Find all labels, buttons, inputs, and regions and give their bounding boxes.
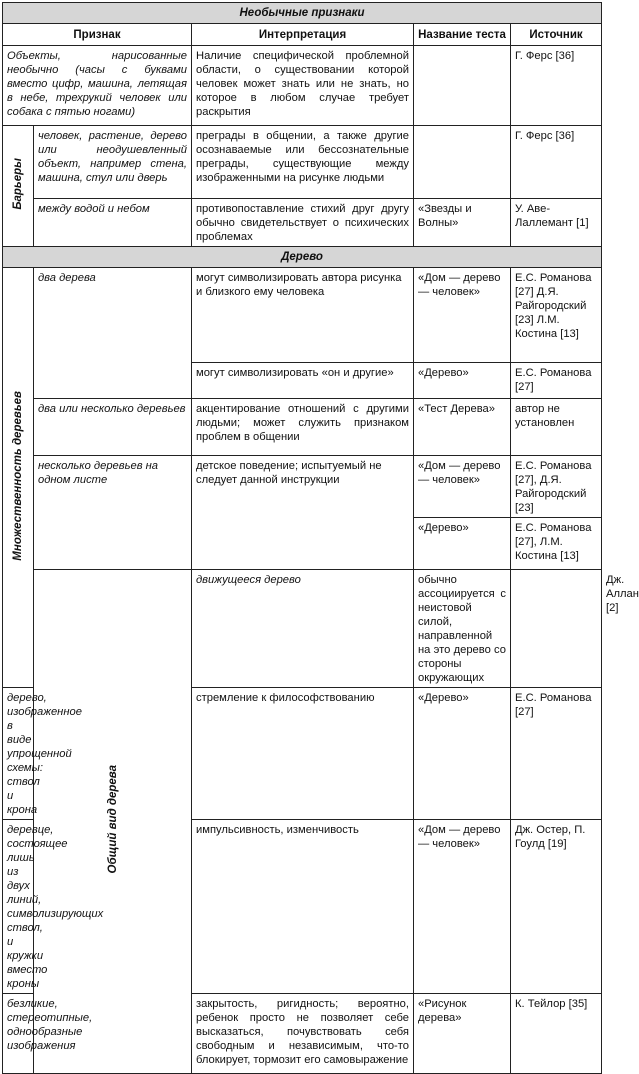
column-header-sign: Признак	[3, 24, 192, 46]
source-cell: Е.С. Романова [27]	[511, 363, 602, 399]
sign-cell: два или несколько деревьев	[34, 399, 192, 456]
signs-table	[2, 2, 639, 1074]
interpretation-cell: импульсивность, изменчивость	[192, 820, 414, 994]
column-header-test: Название теста	[414, 24, 511, 46]
source-cell: К. Тейлор [35]	[511, 994, 602, 1074]
group-label-barriers: Барьеры	[3, 126, 34, 247]
table-row	[3, 199, 602, 247]
source-cell: Е.С. Романова [27], Д.Я. Райгородский [23]	[511, 456, 602, 518]
sign-cell: деревце, состоящее лишь из двух линий, символизирующих ствол, и кружки вместо кроны	[3, 820, 34, 994]
source-cell: У. Аве-Лаллемант [1]	[511, 199, 602, 247]
test-cell: «Дерево»	[414, 688, 511, 820]
source-cell: Е.С. Романова [27] Д.Я. Райгородский [23] Л.М. Костина [13]	[511, 268, 602, 363]
test-cell: «Дерево»	[414, 518, 511, 570]
test-cell: «Звезды и Волны»	[414, 199, 511, 247]
group-label-multiplicity: Множественность деревьев	[3, 268, 34, 688]
interpretation-cell: обычно ассоциируется с неистовой силой, направленной на это дерево со стороны окружающих	[414, 570, 511, 688]
table-row	[3, 46, 602, 126]
interpretation-cell: могут символизировать «он и другие»	[192, 363, 414, 399]
section-header-unusual	[3, 3, 602, 24]
section-title-tree: Дерево	[3, 247, 602, 268]
test-cell: «Рисунок дерева»	[414, 994, 511, 1074]
test-cell	[414, 46, 511, 126]
test-cell	[511, 570, 602, 688]
interpretation-cell: могут символизировать автора рисунка и близкого ему человека	[192, 268, 414, 363]
test-cell: «Тест Дерева»	[414, 399, 511, 456]
column-header-interpretation: Интерпретация	[192, 24, 414, 46]
test-cell: «Дерево»	[414, 363, 511, 399]
table-row	[3, 268, 602, 363]
column-header-source: Источник	[511, 24, 602, 46]
section-header-tree	[3, 247, 602, 268]
test-cell	[414, 126, 511, 199]
interpretation-cell: Наличие специфической проблемной области, о существовании которой человек может знать или не знать, но которое в любом случае требует раскрытия	[192, 46, 414, 126]
test-cell: «Дом — дерево — человек»	[414, 456, 511, 518]
source-cell: Дж. Остер, П. Гоулд [19]	[511, 820, 602, 994]
source-cell: Г. Ферс [36]	[511, 46, 602, 126]
test-cell: «Дом — дерево — человек»	[414, 820, 511, 994]
interpretation-cell: акцентирование отношений с другими людьми; может служить признаком проблем в общении	[192, 399, 414, 456]
table-row: Общий вид дерева движущееся дерево обычно ассоциируется с неистовой силой, направленной на это дерево со стороны окружающих Дж. Аллан [2]	[3, 570, 602, 688]
table-row	[3, 399, 602, 456]
table-row	[3, 126, 602, 199]
interpretation-cell: детское поведение; испытуемый не следует данной инструкции	[192, 456, 414, 570]
source-cell: автор не установлен	[511, 399, 602, 456]
interpretation-cell: противопоставление стихий друг другу обычно свидетельствует о психических проблемах	[192, 199, 414, 247]
sign-cell: безликие, стереотипные, однообразные изображения	[3, 994, 34, 1074]
sign-cell: несколько деревьев на одном листе	[34, 456, 192, 570]
source-cell: Г. Ферс [36]	[511, 126, 602, 199]
sign-cell: два дерева	[34, 268, 192, 399]
interpretation-cell: стремление к философствованию	[192, 688, 414, 820]
sign-cell: между водой и небом	[34, 199, 192, 247]
sign-cell: движущееся дерево	[192, 570, 414, 688]
column-header-row	[3, 24, 602, 46]
interpretation-cell: закрытость, ригидность; вероятно, ребенок просто не позволяет себе высказаться, почувствовать себя свободным и независимым, что-то блокирует, тормозит его самовыражение	[192, 994, 414, 1074]
sign-cell: дерево, изображенное в виде упрощенной схемы: ствол и крона	[3, 688, 34, 820]
test-cell: «Дом — дерево — человек»	[414, 268, 511, 363]
sign-cell: Объекты, нарисованные необычно (часы с буквами вместо цифр, машина, летящая в небе, трехрукий человек или собака с пятью ногами)	[3, 46, 192, 126]
table-row	[3, 456, 602, 518]
section-title-unusual: Необычные признаки	[3, 3, 602, 24]
source-cell: Е.С. Романова [27], Л.М. Костина [13]	[511, 518, 602, 570]
group-label-overall: Общий вид дерева	[34, 570, 192, 1074]
interpretation-cell: преграды в общении, а также другие осознаваемые или бессознательные преграды, существующие между изображенными на рисунке людьми	[192, 126, 414, 199]
source-cell: Е.С. Романова [27]	[511, 688, 602, 820]
sign-cell: человек, растение, дерево или неодушевленный объект, например стена, машина, стул или дверь	[34, 126, 192, 199]
